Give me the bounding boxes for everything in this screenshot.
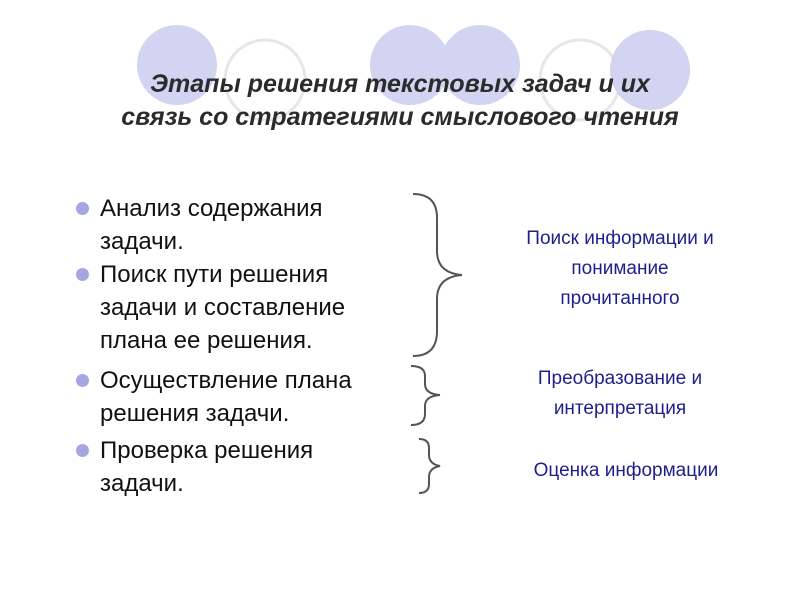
stage-item-label: Проверка решения задачи. [100, 437, 314, 497]
slide-title-line-1: Этапы решения текстовых задач и их [150, 70, 650, 98]
stage-item-label: Осуществление плана решения задачи. [100, 367, 352, 427]
right-brace-icon [411, 366, 440, 425]
stage-item-label: Поиск пути решения задачи и составление плана ее решения. [100, 261, 346, 354]
strategy-evaluation: Оценка информации [533, 460, 719, 481]
strategy-search-understanding: Поиск информации и понимание прочитанного [526, 228, 714, 309]
slide-title-line-2: связь со стратегиями смыслового чтения [121, 103, 679, 131]
stage-item-label: Анализ содержания задачи. [100, 195, 323, 255]
strategy-transformation-interpretation: Преобразование и интерпретация [537, 368, 703, 419]
right-brace-icon [419, 439, 440, 493]
right-brace-icon [413, 194, 462, 356]
